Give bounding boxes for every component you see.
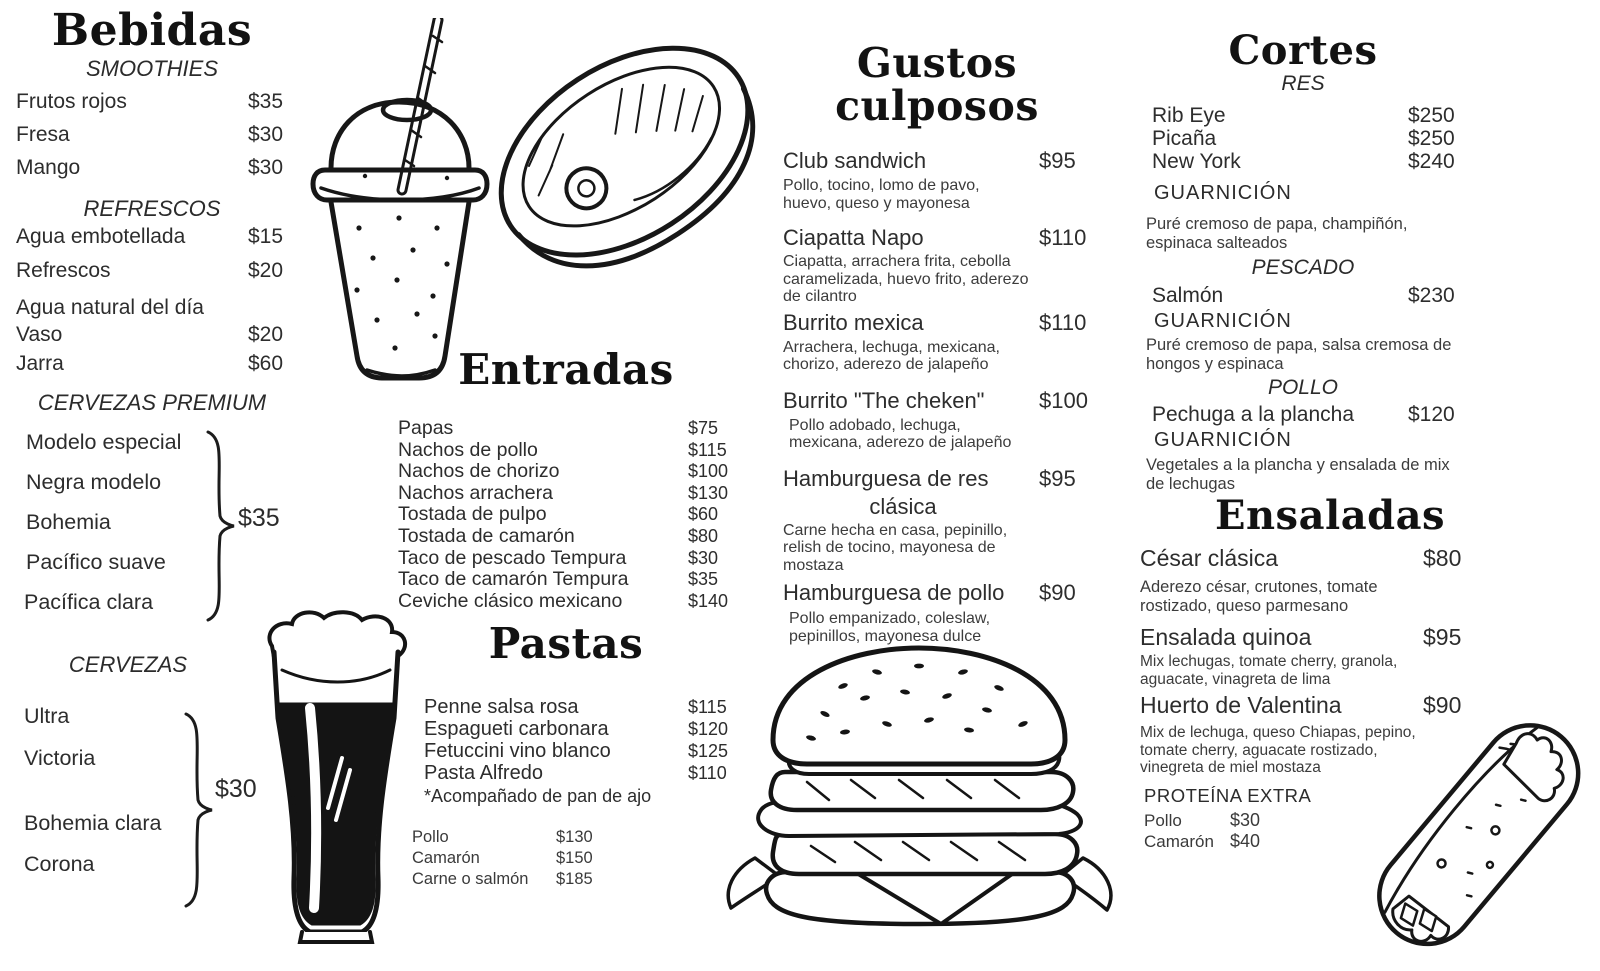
- item-name: Tostada de camarón: [398, 525, 575, 548]
- menu-item-row: [16, 323, 288, 347]
- item-name: Pollo: [1144, 810, 1182, 830]
- menu-item-row: [424, 740, 734, 762]
- item-name: Victoria: [24, 746, 96, 770]
- menu-item-row: [16, 259, 288, 283]
- garnish-label: GUARNICIÓN: [1154, 182, 1292, 204]
- menu-item-row: [424, 696, 734, 718]
- item-price: $120: [1408, 403, 1455, 426]
- item-price: $100: [1039, 387, 1088, 413]
- menu-item-row: [398, 504, 734, 526]
- garnish-label: GUARNICIÓN: [1154, 310, 1292, 332]
- section-gustos-culposos: [783, 39, 1091, 645]
- menu-item-row: [16, 123, 288, 147]
- menu-item-row: [16, 90, 288, 114]
- section-title-cortes: Cortes: [1228, 27, 1378, 74]
- section-entradas: [398, 345, 734, 612]
- item-name-line2: clásica: [869, 493, 937, 519]
- item-name: Pasta Alfredo: [424, 762, 543, 785]
- item-name: Carne o salmón: [412, 870, 529, 889]
- beer-glass-drawing: [258, 608, 414, 950]
- subheading-proteina-extra: PROTEÍNA EXTRA: [1144, 784, 1312, 806]
- item-name: Frutos rojos: [16, 90, 127, 114]
- section-title-entradas: Entradas: [458, 345, 674, 394]
- item-description: Pollo empanizado, coleslaw, pepinillos, mayonesa dulce: [789, 610, 991, 645]
- item-price: $110: [1039, 309, 1087, 335]
- item-name: Ciapatta Napo: [783, 225, 924, 251]
- subheading-pescado: PESCADO: [1251, 256, 1355, 279]
- item-name: Salmón: [1152, 284, 1224, 307]
- burrito-wrap-drawing: [1372, 705, 1584, 963]
- item-name: Jarra: [16, 352, 64, 376]
- garnish-description: Puré cremoso de papa, salsa cremosa de hongos y espinaca: [1146, 336, 1452, 373]
- item-name: Negra modelo: [26, 470, 162, 494]
- item-price: $30: [248, 123, 284, 147]
- item-description: Mix de lechuga, queso Chiapas, pepino, tomate cherry, aguacate rostizado, vinegreta de miel mostaza: [1140, 724, 1416, 776]
- menu-item-row: [783, 466, 1091, 492]
- subheading-pollo: POLLO: [1267, 376, 1339, 399]
- menu-item-row: [412, 848, 598, 869]
- item-price: $240: [1408, 150, 1455, 173]
- item-name: Corona: [24, 852, 95, 876]
- item-price: $20: [248, 259, 284, 283]
- menu-item-row: [16, 296, 288, 320]
- group-price: $35: [238, 504, 280, 532]
- menu-item-row: [412, 869, 598, 890]
- subheading-res: RES: [1281, 72, 1325, 95]
- group-price: $30: [215, 775, 257, 803]
- item-name: Fetuccini vino blanco: [424, 740, 611, 763]
- item-name: Espagueti carbonara: [424, 718, 609, 741]
- item-name: Refrescos: [16, 259, 111, 283]
- item-name: Penne salsa rosa: [424, 696, 579, 719]
- item-name: Nachos de chorizo: [398, 460, 560, 483]
- price-brace-cervezas: [184, 712, 214, 908]
- section-cervezas-premium: [16, 390, 288, 615]
- item-price: $90: [1039, 580, 1076, 606]
- item-price: $35: [688, 569, 719, 590]
- menu-item-row: [412, 827, 598, 848]
- section-title-pastas: Pastas: [488, 619, 644, 668]
- item-name: Nachos arrachera: [398, 481, 553, 504]
- price-brace-premium: [204, 430, 238, 622]
- subheading-refrescos: REFRESCOS: [83, 196, 221, 222]
- item-price: $80: [688, 526, 719, 547]
- item-price: $40: [1230, 830, 1261, 851]
- menu-item-row: [398, 440, 734, 462]
- item-name: Ceviche clásico mexicano: [398, 589, 623, 612]
- item-price: $35: [248, 90, 284, 114]
- menu-item-row: [1152, 104, 1468, 127]
- menu-item-row: [1152, 284, 1468, 308]
- section-cortes: [1138, 27, 1468, 493]
- menu-item-row: [783, 388, 1091, 414]
- menu-item-row: [783, 148, 1091, 174]
- item-name: Pollo: [412, 828, 449, 847]
- item-name: Mango: [16, 156, 81, 180]
- item-price: $90: [1423, 692, 1462, 718]
- menu-item-row: [1152, 403, 1468, 427]
- section-pastas: [398, 619, 734, 890]
- item-name: Hamburguesa de res: [783, 465, 989, 491]
- item-price: $20: [248, 323, 284, 347]
- item-description: Arrachera, lechuga, mexicana, chorizo, aderezo de jalapeño: [783, 338, 1000, 374]
- menu-item-row: [1144, 810, 1272, 831]
- garnish-label: GUARNICIÓN: [1154, 429, 1292, 451]
- menu-item-row: [1144, 831, 1272, 852]
- bread-loaf-drawing: [482, 0, 778, 318]
- item-price: $230: [1408, 284, 1455, 307]
- item-name: Camarón: [1144, 831, 1214, 851]
- section-bebidas: [16, 5, 288, 376]
- item-price: $120: [688, 719, 729, 740]
- menu-item-row: [398, 418, 734, 440]
- menu-item-row: [398, 461, 734, 483]
- item-name: César clásica: [1140, 545, 1279, 571]
- item-name: Pechuga a la plancha: [1152, 403, 1354, 426]
- item-price: $95: [1423, 624, 1462, 650]
- item-description: Ciapatta, arrachera frita, cebolla caramelizada, huevo frito, aderezo de cilantro: [783, 253, 1029, 306]
- item-description: Carne hecha en casa, pepinillo, relish de tocino, mayonesa de mostaza: [783, 521, 1008, 574]
- item-price: $30: [248, 156, 284, 180]
- item-price: $125: [688, 741, 729, 762]
- item-name: Huerto de Valentina: [1140, 692, 1342, 718]
- menu-item-row: [783, 310, 1091, 336]
- item-description: Aderezo césar, crutones, tomate rostizado, queso parmesano: [1140, 578, 1378, 615]
- item-name: Taco de camarón Tempura: [398, 568, 629, 591]
- item-price: $75: [688, 418, 719, 439]
- menu-item-row: [16, 352, 288, 376]
- menu-item-row: [398, 483, 734, 505]
- item-price: $30: [1230, 809, 1261, 830]
- item-price: $80: [1423, 545, 1462, 571]
- item-name: Club sandwich: [783, 148, 927, 174]
- item-price: $15: [248, 225, 284, 249]
- item-name: Hamburguesa de pollo: [783, 580, 1005, 606]
- item-name: Camarón: [412, 849, 480, 868]
- item-name: Papas: [398, 417, 454, 440]
- item-price: $95: [1039, 148, 1076, 174]
- menu-item-row: [16, 225, 288, 249]
- item-price: $130: [688, 482, 729, 503]
- item-name: Modelo especial: [26, 430, 182, 454]
- subheading-smoothies: SMOOTHIES: [85, 56, 218, 82]
- menu-item-row: [783, 225, 1091, 251]
- subheading-cervezas-premium: CERVEZAS PREMIUM: [37, 390, 267, 415]
- item-price: $185: [556, 870, 593, 889]
- item-price: $110: [688, 763, 727, 784]
- item-description: Pollo adobado, lechuga, mexicana, aderezo de jalapeño: [789, 416, 1012, 452]
- item-description: Pollo, tocino, lomo de pavo, huevo, queso y mayonesa: [783, 177, 980, 212]
- item-price: $250: [1408, 104, 1455, 127]
- item-name: Fresa: [16, 123, 70, 147]
- menu-item-row: [1152, 127, 1468, 150]
- item-name: Ensalada quinoa: [1140, 624, 1312, 650]
- item-price: $115: [688, 439, 727, 460]
- item-name: Ultra: [24, 704, 70, 728]
- item-name: Vaso: [16, 323, 63, 347]
- menu-item-row: [1130, 624, 1475, 651]
- item-price: $30: [688, 547, 719, 568]
- item-name: Rib Eye: [1152, 104, 1226, 127]
- menu-item-row: [398, 548, 734, 570]
- section-title-gustos: Gustos culposos: [835, 39, 1039, 131]
- item-price: $60: [688, 504, 719, 525]
- menu-item-row: [1130, 545, 1475, 572]
- item-price: $130: [556, 828, 593, 847]
- garnish-description: Puré cremoso de papa, champiñón, espinaca salteados: [1146, 215, 1408, 252]
- item-name: Bohemia: [26, 510, 111, 534]
- item-price: $110: [1039, 225, 1087, 251]
- item-price: $95: [1039, 465, 1076, 491]
- item-name: Taco de pescado Tempura: [398, 546, 627, 569]
- item-name: Pacífica clara: [24, 590, 154, 614]
- item-name: Agua embotellada: [16, 225, 186, 249]
- section-title-ensaladas: Ensaladas: [1214, 492, 1446, 539]
- item-name: Nachos de pollo: [398, 438, 538, 461]
- item-price: $60: [248, 352, 284, 376]
- item-price: $140: [688, 590, 729, 611]
- garnish-description: Vegetales a la plancha y ensalada de mix de lechugas: [1146, 456, 1450, 493]
- section-title-bebidas: Bebidas: [51, 5, 253, 56]
- subheading-cervezas: CERVEZAS: [68, 652, 188, 677]
- menu-item-row: [398, 569, 734, 591]
- item-name: Picaña: [1152, 127, 1217, 150]
- item-name: Burrito "The cheken": [783, 387, 985, 413]
- menu-item-row: [16, 156, 288, 180]
- menu-item-row: [398, 526, 734, 548]
- smoothie-cup-drawing: [307, 18, 493, 386]
- item-name: Bohemia clara: [24, 811, 162, 835]
- item-name: Agua natural del día: [16, 296, 204, 320]
- pastas-note: *Acompañado de pan de ajo: [424, 786, 652, 807]
- hamburger-drawing: [715, 632, 1123, 936]
- item-price: $150: [556, 849, 593, 868]
- item-name: Pacífico suave: [26, 550, 166, 574]
- item-description: Mix lechugas, tomate cherry, granola, aguacate, vinagreta de lima: [1140, 653, 1398, 688]
- item-name: Tostada de pulpo: [398, 503, 547, 526]
- menu-item-row: [424, 762, 734, 784]
- item-price: $250: [1408, 127, 1455, 150]
- item-name: New York: [1152, 150, 1241, 173]
- item-price: $115: [688, 697, 727, 718]
- menu-item-row: [1152, 150, 1468, 173]
- menu-item-row: [783, 580, 1091, 606]
- menu-item-row: [424, 718, 734, 740]
- item-name: Burrito mexica: [783, 309, 924, 335]
- item-price: $100: [688, 461, 729, 482]
- menu-item-row: [398, 591, 734, 613]
